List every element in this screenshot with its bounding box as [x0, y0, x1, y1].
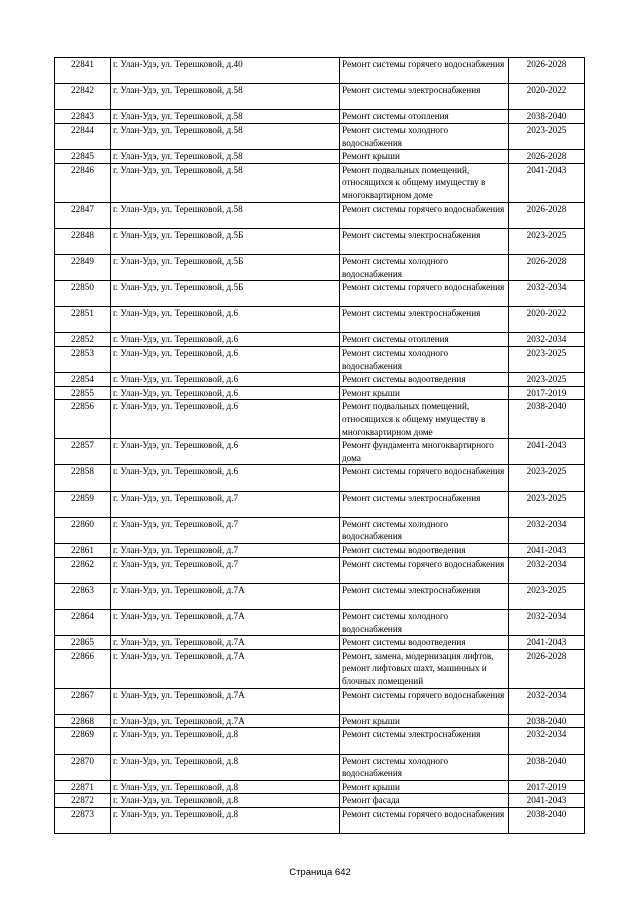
- table-row: [55, 373, 585, 387]
- row-number: 22854: [55, 373, 111, 387]
- row-number: 22873: [55, 807, 111, 833]
- row-address: г. Улан-Удэ, ул. Терешковой, д.58: [111, 84, 340, 110]
- row-work-type: Ремонт системы горячего водоснабжения: [340, 202, 509, 228]
- row-work-type: Ремонт системы горячего водоснабжения: [340, 688, 509, 714]
- row-number: 22859: [55, 491, 111, 517]
- repair-schedule-table: [54, 57, 585, 834]
- row-address: г. Улан-Удэ, ул. Терешковой, д.7: [111, 517, 340, 543]
- row-work-type: Ремонт системы холодного водоснабжения: [340, 347, 509, 373]
- table-row: [55, 202, 585, 228]
- table-row: [55, 557, 585, 583]
- row-period: 2032-2034: [509, 728, 585, 754]
- row-work-type: Ремонт подвальных помещений, относящихся к общему имуществу в многоквартирном доме: [340, 163, 509, 202]
- row-number: 22870: [55, 754, 111, 780]
- table-row: [55, 333, 585, 347]
- row-address: г. Улан-Удэ, ул. Терешковой, д.58: [111, 163, 340, 202]
- row-number: 22849: [55, 254, 111, 280]
- row-work-type: Ремонт системы электроснабжения: [340, 84, 509, 110]
- row-period: 2023-2025: [509, 347, 585, 373]
- row-period: 2032-2034: [509, 333, 585, 347]
- row-work-type: Ремонт крыши: [340, 780, 509, 794]
- table-row: [55, 307, 585, 333]
- row-work-type: Ремонт фундамента многоквартирного дома: [340, 439, 509, 465]
- row-period: 2032-2034: [509, 557, 585, 583]
- row-number: 22861: [55, 544, 111, 558]
- row-work-type: Ремонт системы электроснабжения: [340, 491, 509, 517]
- row-number: 22848: [55, 228, 111, 254]
- row-number: 22871: [55, 780, 111, 794]
- table-row: [55, 754, 585, 780]
- row-period: 2023-2025: [509, 228, 585, 254]
- row-address: г. Улан-Удэ, ул. Терешковой, д.5Б: [111, 281, 340, 307]
- row-period: 2017-2019: [509, 780, 585, 794]
- row-number: 22847: [55, 202, 111, 228]
- row-work-type: Ремонт системы электроснабжения: [340, 728, 509, 754]
- row-address: г. Улан-Удэ, ул. Терешковой, д.5Б: [111, 254, 340, 280]
- table-row: [55, 163, 585, 202]
- row-period: 2023-2025: [509, 583, 585, 609]
- row-period: 2032-2034: [509, 517, 585, 543]
- row-work-type: Ремонт системы водоотведения: [340, 636, 509, 650]
- row-period: 2020-2022: [509, 84, 585, 110]
- row-period: 2041-2043: [509, 439, 585, 465]
- row-work-type: Ремонт системы электроснабжения: [340, 307, 509, 333]
- row-period: 2023-2025: [509, 123, 585, 149]
- row-period: 2026-2028: [509, 58, 585, 84]
- row-address: г. Улан-Удэ, ул. Терешковой, д.8: [111, 780, 340, 794]
- row-period: 2026-2028: [509, 150, 585, 164]
- table-row: [55, 58, 585, 84]
- row-number: 22841: [55, 58, 111, 84]
- row-address: г. Улан-Удэ, ул. Терешковой, д.7: [111, 544, 340, 558]
- row-work-type: Ремонт системы горячего водоснабжения: [340, 807, 509, 833]
- table-row: [55, 400, 585, 439]
- row-address: г. Улан-Удэ, ул. Терешковой, д.58: [111, 150, 340, 164]
- table-row: [55, 714, 585, 728]
- row-work-type: Ремонт системы электроснабжения: [340, 228, 509, 254]
- row-work-type: Ремонт системы отопления: [340, 110, 509, 124]
- row-number: 22845: [55, 150, 111, 164]
- row-address: г. Улан-Удэ, ул. Терешковой, д.6: [111, 307, 340, 333]
- row-period: 2041-2043: [509, 636, 585, 650]
- table-row: [55, 609, 585, 635]
- table-row: [55, 583, 585, 609]
- row-number: 22858: [55, 465, 111, 491]
- row-work-type: Ремонт крыши: [340, 150, 509, 164]
- table-row: [55, 123, 585, 149]
- row-address: г. Улан-Удэ, ул. Терешковой, д.7: [111, 491, 340, 517]
- table-row: [55, 439, 585, 465]
- row-address: г. Улан-Удэ, ул. Терешковой, д.8: [111, 807, 340, 833]
- row-work-type: Ремонт системы водоотведения: [340, 544, 509, 558]
- table-row: [55, 807, 585, 833]
- table-row: [55, 281, 585, 307]
- row-address: г. Улан-Удэ, ул. Терешковой, д.7А: [111, 636, 340, 650]
- row-number: 22856: [55, 400, 111, 439]
- row-work-type: Ремонт системы горячего водоснабжения: [340, 465, 509, 491]
- row-period: 2023-2025: [509, 373, 585, 387]
- row-work-type: Ремонт системы горячего водоснабжения: [340, 281, 509, 307]
- table-row: [55, 517, 585, 543]
- row-work-type: Ремонт системы горячего водоснабжения: [340, 557, 509, 583]
- table-row: [55, 491, 585, 517]
- row-number: 22869: [55, 728, 111, 754]
- row-address: г. Улан-Удэ, ул. Терешковой, д.8: [111, 728, 340, 754]
- row-period: 2020-2022: [509, 307, 585, 333]
- row-number: 22852: [55, 333, 111, 347]
- table-row: [55, 794, 585, 808]
- row-number: 22862: [55, 557, 111, 583]
- row-work-type: Ремонт системы холодного водоснабжения: [340, 609, 509, 635]
- row-work-type: Ремонт фасада: [340, 794, 509, 808]
- row-period: 2032-2034: [509, 609, 585, 635]
- row-work-type: Ремонт системы холодного водоснабжения: [340, 517, 509, 543]
- row-period: 2026-2028: [509, 202, 585, 228]
- row-address: г. Улан-Удэ, ул. Терешковой, д.7: [111, 557, 340, 583]
- table-body: [55, 58, 585, 834]
- row-work-type: Ремонт подвальных помещений, относящихся к общему имуществу в многоквартирном доме: [340, 400, 509, 439]
- table-row: [55, 649, 585, 688]
- row-address: г. Улан-Удэ, ул. Терешковой, д.7А: [111, 583, 340, 609]
- row-period: 2041-2043: [509, 794, 585, 808]
- row-period: 2041-2043: [509, 163, 585, 202]
- table-row: [55, 84, 585, 110]
- row-period: 2038-2040: [509, 714, 585, 728]
- row-address: г. Улан-Удэ, ул. Терешковой, д.6: [111, 465, 340, 491]
- row-address: г. Улан-Удэ, ул. Терешковой, д.58: [111, 202, 340, 228]
- row-number: 22842: [55, 84, 111, 110]
- table-row: [55, 150, 585, 164]
- table-row: [55, 728, 585, 754]
- row-address: г. Улан-Удэ, ул. Терешковой, д.6: [111, 333, 340, 347]
- row-address: г. Улан-Удэ, ул. Терешковой, д.58: [111, 123, 340, 149]
- row-address: г. Улан-Удэ, ул. Терешковой, д.6: [111, 386, 340, 400]
- row-number: 22844: [55, 123, 111, 149]
- row-address: г. Улан-Удэ, ул. Терешковой, д.6: [111, 439, 340, 465]
- row-number: 22860: [55, 517, 111, 543]
- row-address: г. Улан-Удэ, ул. Терешковой, д.6: [111, 373, 340, 387]
- table-row: [55, 228, 585, 254]
- row-work-type: Ремонт системы водоотведения: [340, 373, 509, 387]
- row-address: г. Улан-Удэ, ул. Терешковой, д.7А: [111, 649, 340, 688]
- row-address: г. Улан-Удэ, ул. Терешковой, д.6: [111, 400, 340, 439]
- page-number: Страница 642: [289, 867, 351, 878]
- row-work-type: Ремонт крыши: [340, 386, 509, 400]
- row-work-type: Ремонт системы электроснабжения: [340, 583, 509, 609]
- row-address: г. Улан-Удэ, ул. Терешковой, д.8: [111, 794, 340, 808]
- table-row: [55, 347, 585, 373]
- row-period: 2032-2034: [509, 688, 585, 714]
- row-period: 2032-2034: [509, 281, 585, 307]
- row-work-type: Ремонт системы отопления: [340, 333, 509, 347]
- row-number: 22850: [55, 281, 111, 307]
- row-number: 22857: [55, 439, 111, 465]
- row-work-type: Ремонт системы горячего водоснабжения: [340, 58, 509, 84]
- row-number: 22843: [55, 110, 111, 124]
- row-period: 2041-2043: [509, 544, 585, 558]
- row-work-type: Ремонт системы холодного водоснабжения: [340, 254, 509, 280]
- row-work-type: Ремонт системы холодного водоснабжения: [340, 123, 509, 149]
- row-number: 22865: [55, 636, 111, 650]
- row-work-type: Ремонт, замена, модернизация лифтов, ремонт лифтовых шахт, машинных и блочных помещений: [340, 649, 509, 688]
- row-period: 2026-2028: [509, 254, 585, 280]
- row-number: 22863: [55, 583, 111, 609]
- row-address: г. Улан-Удэ, ул. Терешковой, д.58: [111, 110, 340, 124]
- table-row: [55, 110, 585, 124]
- row-number: 22866: [55, 649, 111, 688]
- row-period: 2038-2040: [509, 807, 585, 833]
- row-period: 2038-2040: [509, 110, 585, 124]
- row-number: 22867: [55, 688, 111, 714]
- row-work-type: Ремонт крыши: [340, 714, 509, 728]
- row-address: г. Улан-Удэ, ул. Терешковой, д.7А: [111, 714, 340, 728]
- row-number: 22846: [55, 163, 111, 202]
- row-address: г. Улан-Удэ, ул. Терешковой, д.5Б: [111, 228, 340, 254]
- table-row: [55, 688, 585, 714]
- row-period: 2026-2028: [509, 649, 585, 688]
- row-work-type: Ремонт системы холодного водоснабжения: [340, 754, 509, 780]
- row-number: 22853: [55, 347, 111, 373]
- row-address: г. Улан-Удэ, ул. Терешковой, д.8: [111, 754, 340, 780]
- row-period: 2023-2025: [509, 491, 585, 517]
- row-period: 2038-2040: [509, 754, 585, 780]
- row-number: 22872: [55, 794, 111, 808]
- row-number: 22864: [55, 609, 111, 635]
- table-row: [55, 544, 585, 558]
- table-row: [55, 780, 585, 794]
- row-address: г. Улан-Удэ, ул. Терешковой, д.7А: [111, 688, 340, 714]
- table-row: [55, 636, 585, 650]
- row-period: 2023-2025: [509, 465, 585, 491]
- row-period: 2017-2019: [509, 386, 585, 400]
- table-row: [55, 465, 585, 491]
- row-address: г. Улан-Удэ, ул. Терешковой, д.40: [111, 58, 340, 84]
- row-number: 22868: [55, 714, 111, 728]
- row-period: 2038-2040: [509, 400, 585, 439]
- row-number: 22851: [55, 307, 111, 333]
- row-address: г. Улан-Удэ, ул. Терешковой, д.6: [111, 347, 340, 373]
- row-number: 22855: [55, 386, 111, 400]
- table-row: [55, 386, 585, 400]
- table-row: [55, 254, 585, 280]
- row-address: г. Улан-Удэ, ул. Терешковой, д.7А: [111, 609, 340, 635]
